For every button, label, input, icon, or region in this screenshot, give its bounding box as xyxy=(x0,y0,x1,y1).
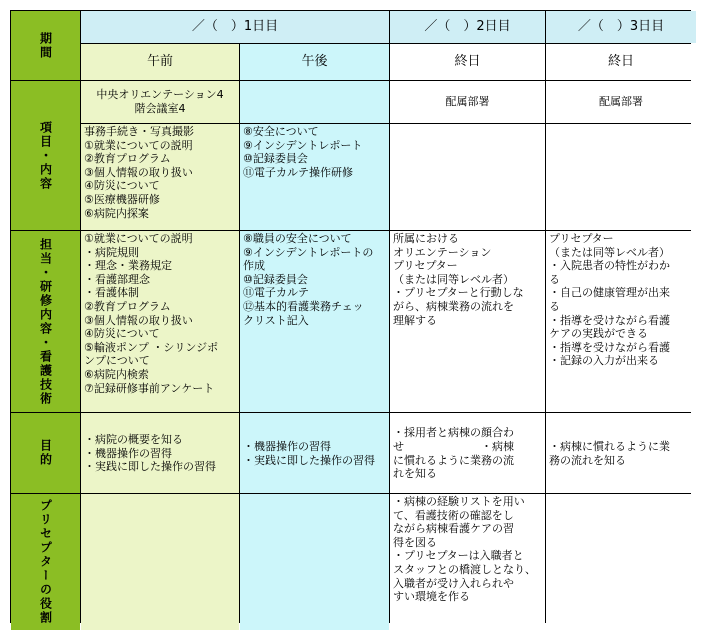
orientation-schedule-table xyxy=(10,10,691,623)
am-location-line-1: 中央オリエンテーション4 xyxy=(96,88,224,102)
day3-charge-line: プリセプター xyxy=(549,232,614,245)
day3-charge-line: る xyxy=(549,299,560,313)
items-label: 項目・内容 xyxy=(38,120,53,191)
day3-charge-line: ・自己の健康管理が出来 xyxy=(549,286,670,300)
day3-purpose-cell xyxy=(546,413,696,493)
am-item: ⑥病院内探案 xyxy=(84,206,149,220)
day3-charge-line: る xyxy=(549,272,560,286)
am-charge-line: ・病院規則 xyxy=(84,245,139,259)
am-item: 事務手続き・写真撮影 xyxy=(84,125,194,138)
period-label-cell xyxy=(11,11,80,80)
day2-purpose-line: ・採用者と病棟の顔合わ xyxy=(393,426,514,440)
day3-preceptor-cell xyxy=(546,494,696,630)
pm-item: ⑩記録委員会 xyxy=(243,152,308,166)
am-purpose-line: ・機器操作の習得 xyxy=(84,446,172,460)
day3-purpose-line: ・病棟に慣れるように業 xyxy=(549,439,670,453)
day2-purpose-line: せ ・病棟 xyxy=(393,439,514,453)
day3-charge-line: ・入院患者の特性がわか xyxy=(549,259,670,273)
preceptor-label: プリセプターの役割 xyxy=(38,499,53,625)
day2-items-cell xyxy=(390,124,545,230)
day2-preceptor-line: すい環境を作る xyxy=(393,590,470,604)
pm-items-cell xyxy=(240,124,389,230)
day2-preceptor-line: 得を図る xyxy=(393,535,437,549)
day3-charge-line: ケアの実践ができる xyxy=(549,327,648,341)
day2-preceptor-line: ・病棟の経験リストを用い xyxy=(393,495,525,508)
purpose-label-cell xyxy=(11,413,80,493)
day2-preceptor-line: て、看護技術の確認をし xyxy=(393,508,514,522)
day3-allday-header: 終日 xyxy=(546,44,696,80)
pm-purpose-line: ・実践に即した操作の習得 xyxy=(243,453,375,467)
am-item: ①就業についての説明 xyxy=(84,138,193,152)
am-charge-line: ⑥病院内検索 xyxy=(84,367,149,381)
day2-charge-line: プリセプター xyxy=(393,259,458,273)
day3-charge-cell xyxy=(546,231,696,412)
purpose-label: 目的 xyxy=(38,439,53,467)
pm-charge-line: ⑨インシデントレポートの xyxy=(243,245,374,259)
am-item: ②教育プログラム xyxy=(84,152,171,166)
day3-items-cell xyxy=(546,124,696,230)
charge-label: 担当・研修内容・看護技術 xyxy=(38,237,53,406)
day3-location-cell: 配属部署 xyxy=(546,81,696,123)
day2-charge-line: 理解する xyxy=(393,313,437,327)
day2-allday-header: 終日 xyxy=(390,44,545,80)
day2-charge-line: ・プリセプターと行動しな xyxy=(393,286,524,300)
pm-charge-line: ⑩記録委員会 xyxy=(243,272,308,286)
day2-preceptor-line: ながら病棟看護ケアの習 xyxy=(393,522,514,536)
pm-charge-line: ⑧職員の安全について xyxy=(243,232,352,245)
am-purpose-line: ・実践に即した操作の習得 xyxy=(84,460,216,474)
day2-header: ／（ ）2日目 xyxy=(390,11,545,43)
am-item: ④防災について xyxy=(84,179,160,193)
am-purpose-line: ・病院の概要を知る xyxy=(84,433,183,447)
pm-charge-line: ⑫基本的看護業務チェッ xyxy=(243,299,364,313)
pm-charge-line: ⑪電子カルテ xyxy=(243,286,309,300)
preceptor-label-cell xyxy=(11,494,80,630)
pm-location-cell xyxy=(240,81,389,123)
pm-purpose-line: ・機器操作の習得 xyxy=(243,439,331,453)
day2-charge-line: 所属における xyxy=(393,232,459,245)
day2-charge-cell xyxy=(390,231,545,412)
am-location-cell xyxy=(81,81,239,123)
pm-item: ⑪電子カルテ操作研修 xyxy=(243,165,353,179)
day3-header: ／（ ）3日目 xyxy=(546,11,696,43)
am-charge-line: ④防災について xyxy=(84,327,160,341)
day2-purpose-line: れを知る xyxy=(393,467,437,481)
charge-label-cell xyxy=(11,231,80,412)
am-charge-line: ⑦記録研修事前アンケート xyxy=(84,381,215,395)
items-label-cell xyxy=(11,81,80,230)
am-charge-line: ・看護体制 xyxy=(84,286,139,300)
day2-purpose-cell xyxy=(390,413,545,493)
am-location-line-2: 階会議室4 xyxy=(134,102,186,115)
pm-charge-line: クリスト記入 xyxy=(243,313,309,327)
am-preceptor-cell xyxy=(81,494,239,630)
day2-location-cell: 配属部署 xyxy=(390,81,545,123)
am-item: ⑤医療機器研修 xyxy=(84,192,160,206)
am-charge-line: ②教育プログラム xyxy=(84,299,171,313)
pm-header: 午後 xyxy=(240,44,389,80)
day2-charge-line: がら、病棟業務の流れを xyxy=(393,299,514,313)
day3-charge-line: ・記録の入力が出来る xyxy=(549,354,659,368)
pm-purpose-cell xyxy=(240,413,389,493)
day2-purpose-line: に慣れるように業務の流 xyxy=(393,453,514,467)
am-purpose-cell xyxy=(81,413,239,493)
am-charge-line: ・看護部理念 xyxy=(84,272,150,286)
day2-preceptor-line: スタッフとの橋渡しとなり、 xyxy=(393,562,536,576)
am-header: 午前 xyxy=(81,44,239,80)
pm-charge-line: 作成 xyxy=(243,259,265,273)
am-charge-line: ③個人情報の取り扱い xyxy=(84,313,193,327)
day3-purpose-line: 務の流れを知る xyxy=(549,453,626,467)
pm-item: ⑧安全について xyxy=(243,125,319,138)
am-charge-line: ①就業についての説明 xyxy=(84,232,193,245)
am-charge-line: ンプについて xyxy=(84,354,150,368)
am-item: ③個人情報の取り扱い xyxy=(84,165,193,179)
day2-preceptor-line: 入職者が受け入れられや xyxy=(393,576,514,590)
day3-charge-line: ・指導を受けながら看護 xyxy=(549,313,670,327)
day2-charge-line: （または同等レベル者） xyxy=(393,272,514,286)
day3-charge-line: （または同等レベル者） xyxy=(549,245,670,259)
am-charge-line: ⑤輸液ポンプ ・シリンジポ xyxy=(84,340,219,354)
pm-item: ⑨インシデントレポート xyxy=(243,138,363,152)
pm-preceptor-cell xyxy=(240,494,389,630)
day3-charge-line: ・指導を受けながら看護 xyxy=(549,340,670,354)
day2-charge-line: オリエンテーション xyxy=(393,245,492,259)
day2-preceptor-cell xyxy=(390,494,545,630)
day2-preceptor-line: ・プリセプターは入職者と xyxy=(393,549,524,563)
am-charge-line: ・理念・業務規定 xyxy=(84,259,172,273)
pm-charge-cell xyxy=(240,231,389,412)
am-charge-cell xyxy=(81,231,239,412)
day1-header: ／（ ）1日目 xyxy=(81,11,389,43)
period-label: 期間 xyxy=(38,31,53,60)
am-items-cell xyxy=(81,124,239,230)
